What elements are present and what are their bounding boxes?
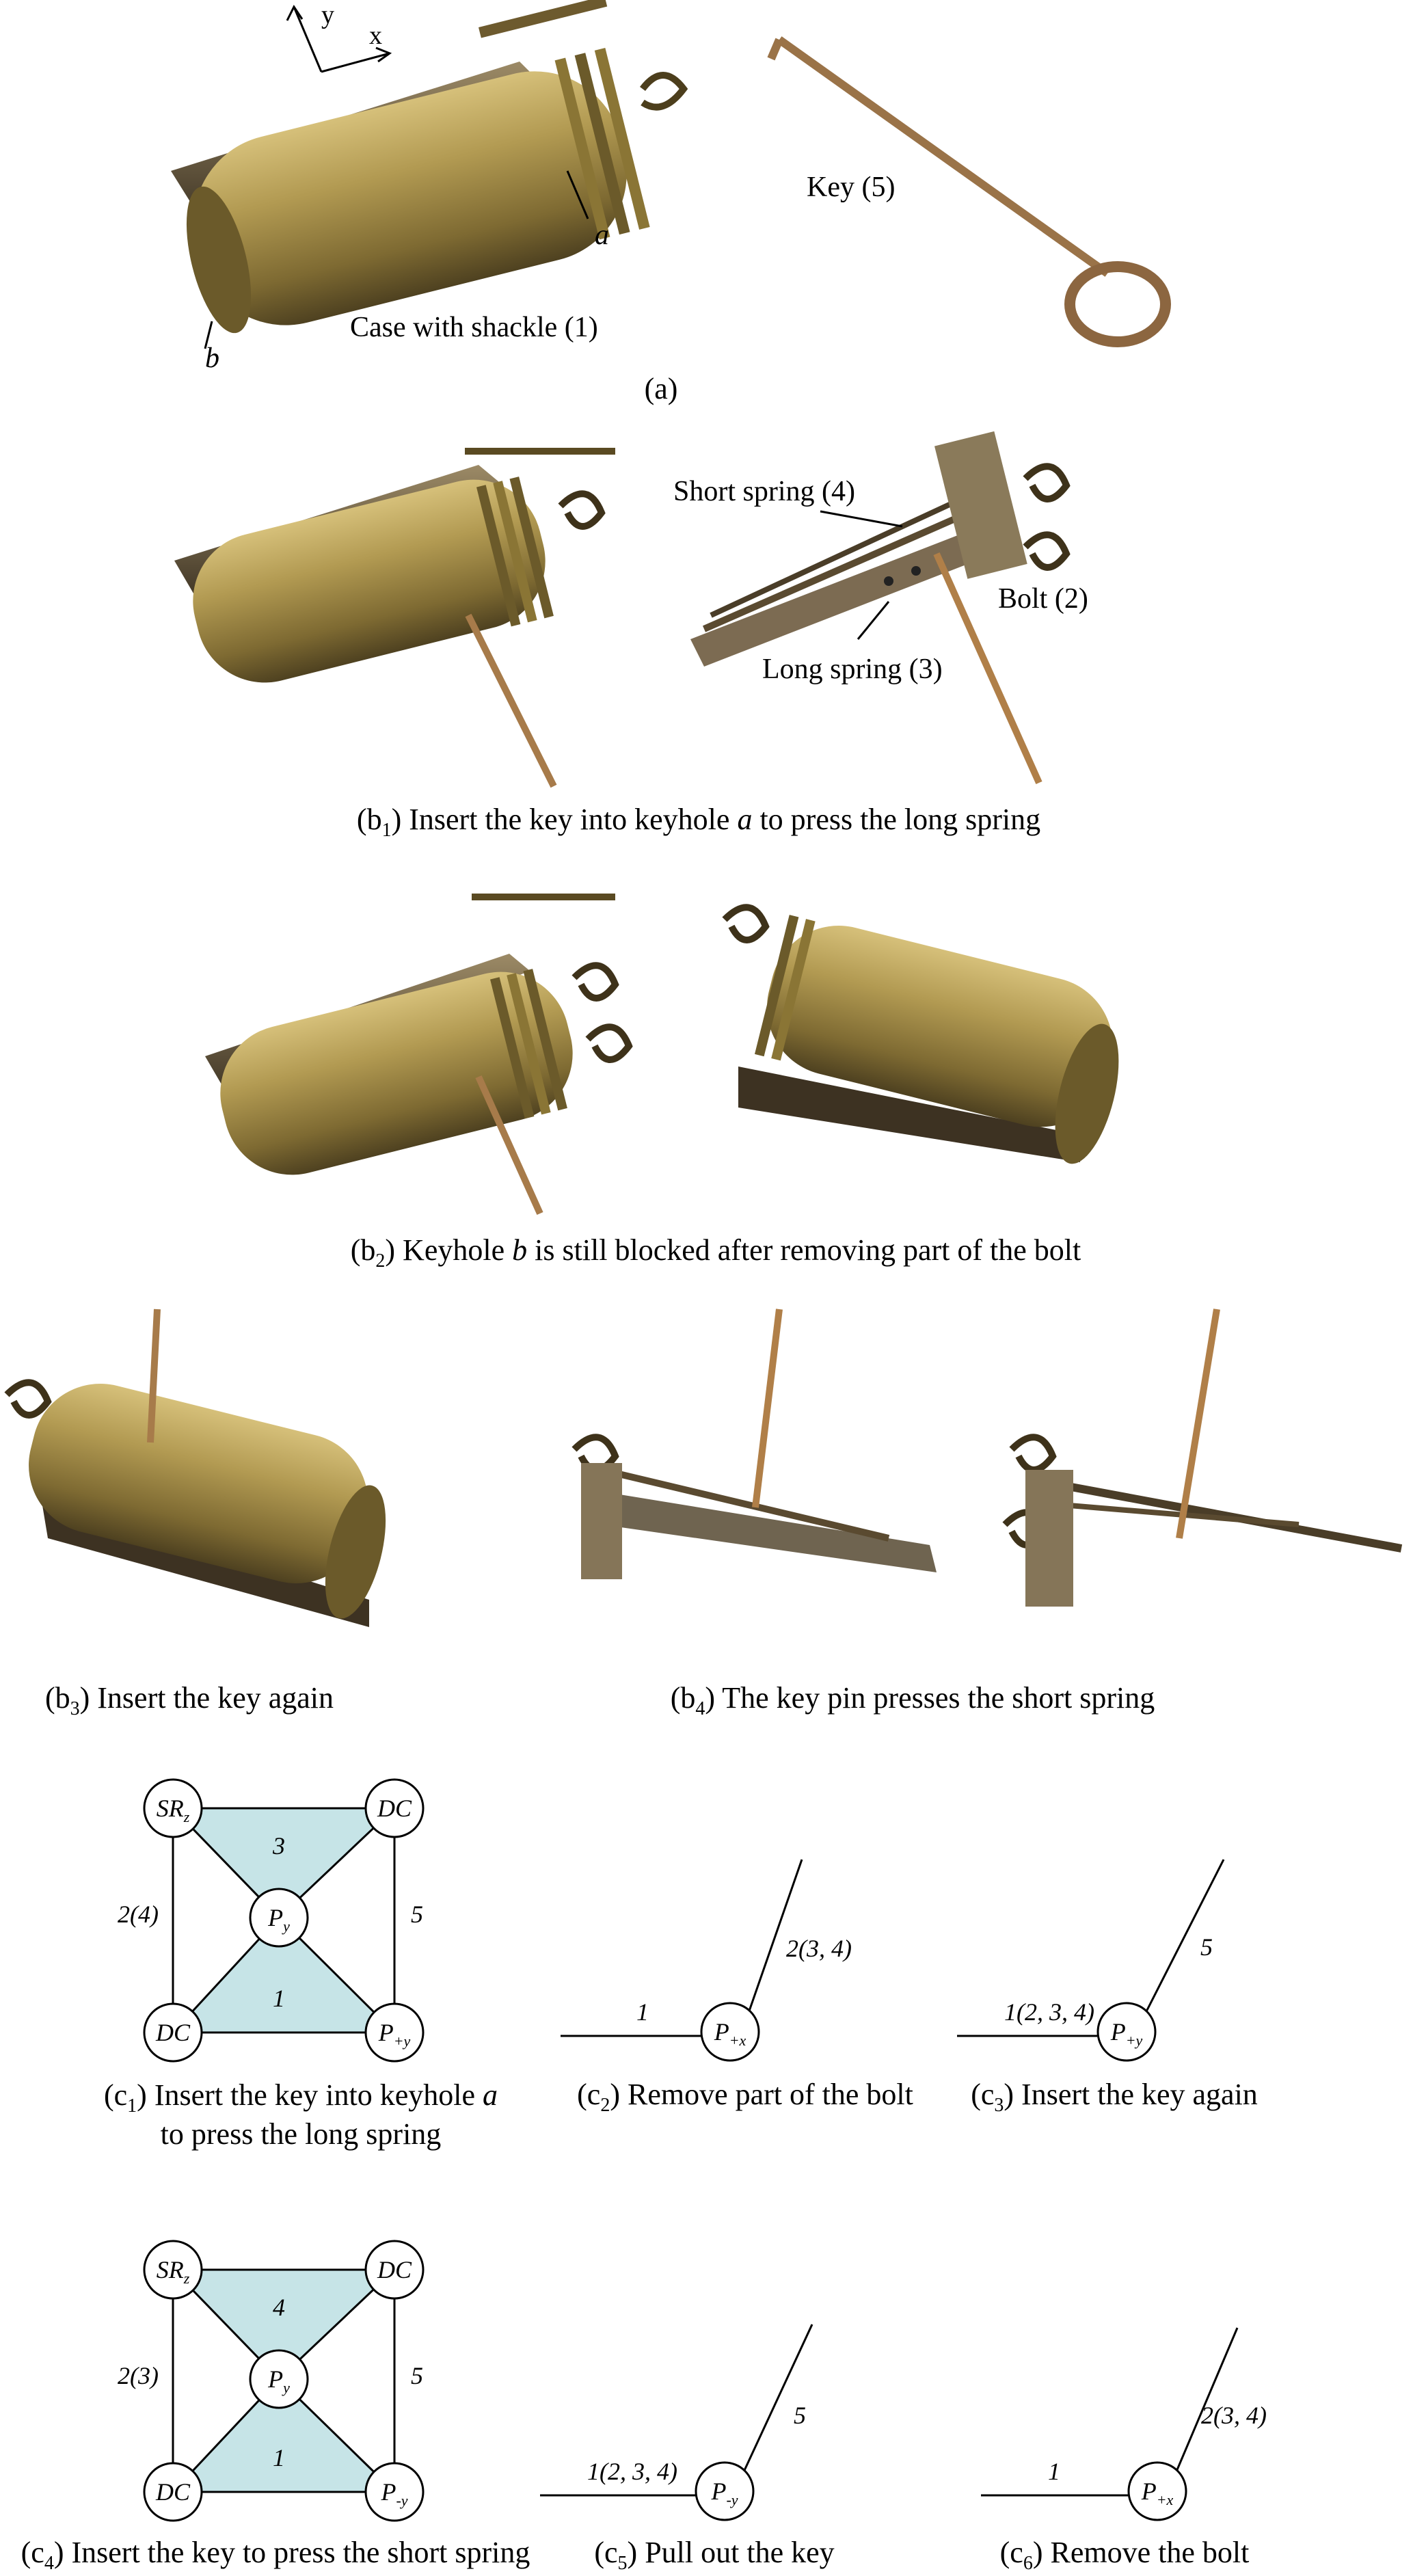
caption-c3: $(c_3)$ Insert the key again bbox=[971, 2078, 1258, 2116]
node-c4-br-text: $P_{-y}$ bbox=[381, 2478, 408, 2509]
node-c1-bl-text: DC bbox=[155, 2019, 191, 2046]
caption-c6: $(c_6)$ Remove the bolt bbox=[999, 2536, 1250, 2574]
graph-c6 bbox=[981, 2328, 1267, 2520]
graph-c1 bbox=[118, 1780, 423, 2061]
caption-c4: $(c_4)$ Insert the key to press the short spring bbox=[21, 2536, 530, 2574]
edge-c6-left-label: 1 bbox=[1048, 2458, 1060, 2485]
face-c4-top-label: 4 bbox=[273, 2294, 285, 2321]
caption-c2: $(c_2)$ Remove part of the bolt bbox=[577, 2078, 913, 2116]
edge-c2-left-label: 1 bbox=[636, 1998, 649, 2026]
keyhole-a-label: a bbox=[595, 219, 609, 251]
caption-c1-line2: to press the long spring bbox=[160, 2117, 442, 2151]
face-c1-bottom-label: 1 bbox=[273, 1985, 285, 2012]
edge-c3-diag-label: 5 bbox=[1200, 1933, 1213, 1961]
node-c1-br-text: $P_{+y}$ bbox=[378, 2019, 411, 2050]
edge-c5-diag-label: 5 bbox=[794, 2402, 806, 2429]
edge-c1-left-label: 2(4) bbox=[118, 1901, 159, 1928]
node-c3-text: $P_{+y}$ bbox=[1110, 2018, 1143, 2049]
edge-c5-diag bbox=[742, 2324, 812, 2476]
edge-c2-diag-label: 2(3, 4) bbox=[786, 1935, 852, 1962]
edge-c5-left-label: 1(2, 3, 4) bbox=[587, 2458, 677, 2485]
graph-c4 bbox=[118, 2241, 423, 2521]
caption-c1 bbox=[104, 2078, 498, 2152]
node-c1-sr-text: $SR_z$ bbox=[156, 1795, 190, 1825]
key-label: Key (5) bbox=[807, 172, 896, 203]
bolt-label: Bolt (2) bbox=[998, 583, 1088, 615]
caption-b3: $(b_3)$ Insert the key again bbox=[44, 1681, 334, 1719]
graph-c5 bbox=[540, 2324, 812, 2520]
long-spring-label: Long spring (3) bbox=[762, 654, 943, 685]
edge-c4-right-label: 5 bbox=[411, 2362, 423, 2389]
face-c4-bottom-label: 1 bbox=[273, 2444, 285, 2471]
caption-c1-line1: $(c_1)$ Insert the key into keyhole a bbox=[103, 2078, 498, 2117]
node-c4-center-text: $P_y$ bbox=[268, 2365, 290, 2396]
axis-x-label: x bbox=[369, 21, 382, 50]
node-c1-tr-text: DC bbox=[377, 1795, 412, 1822]
graph-c2 bbox=[561, 1860, 852, 2061]
short-spring-label: Short spring (4) bbox=[673, 476, 855, 507]
graph-c3 bbox=[957, 1860, 1224, 2061]
edge-c3-left-label: 1(2, 3, 4) bbox=[1004, 1998, 1094, 2026]
node-c2-text: $P_{+x}$ bbox=[714, 2018, 746, 2049]
caption-a: (a) bbox=[644, 372, 678, 405]
case-label: Case with shackle (1) bbox=[350, 312, 598, 343]
face-c1-top-label: 3 bbox=[273, 1832, 285, 1860]
node-c1-center-text: $P_y$ bbox=[268, 1904, 290, 1935]
keyhole-b-label: b bbox=[205, 343, 219, 374]
axis-y-label: y bbox=[321, 1, 334, 29]
caption-c5: $(c_5)$ Pull out the key bbox=[594, 2536, 835, 2574]
node-c5-text: $P_{-y}$ bbox=[711, 2478, 738, 2508]
node-c4-bl-text: DC bbox=[155, 2478, 191, 2506]
node-c4-tr-text: DC bbox=[377, 2256, 412, 2283]
node-c6-text: $P_{+x}$ bbox=[1141, 2478, 1174, 2508]
caption-b4: $(b_4)$ The key pin presses the short spring bbox=[670, 1681, 1155, 1719]
edge-c6-diag-label: 2(3, 4) bbox=[1201, 2402, 1267, 2429]
node-c4-sr-text: $SR_z$ bbox=[156, 2256, 190, 2287]
edge-c1-right-label: 5 bbox=[411, 1901, 423, 1928]
edge-c4-left-label: 2(3) bbox=[118, 2362, 159, 2389]
caption-b2: $(b_2)$ Keyhole b is still blocked after removing part of the bolt bbox=[350, 1233, 1081, 1272]
caption-b1: $(b_1)$ Insert the key into keyhole a to press the long spring bbox=[356, 803, 1041, 841]
